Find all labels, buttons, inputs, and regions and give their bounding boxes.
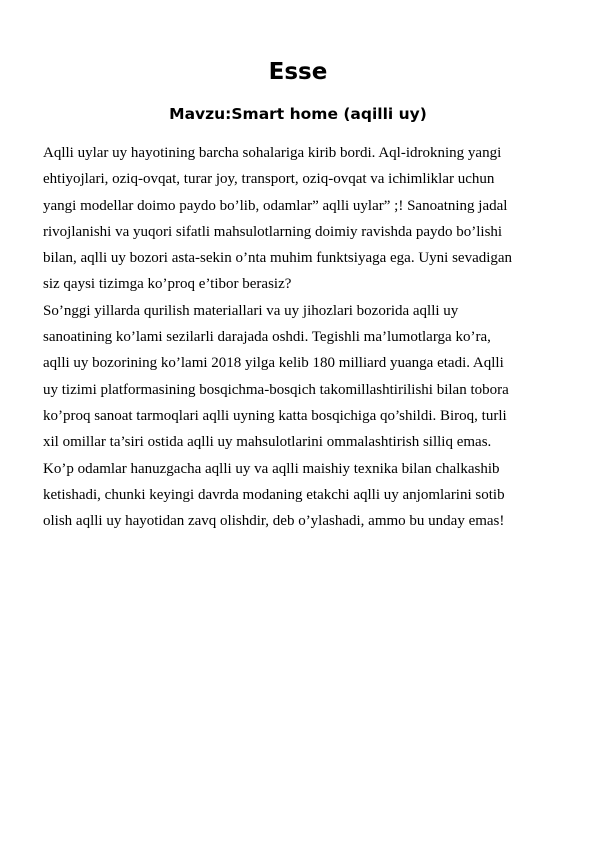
body-line: bilan, aqlli uy bozori asta-sekin o’nta muhim funktsiyaga ega. Uyni sevadigan: [43, 250, 513, 267]
essay-body: [43, 140, 563, 534]
body-line: So’nggi yillarda qurilish materiallari va uy jihozlari bozorida aqlli uy: [43, 302, 459, 319]
body-line: aqlli uy bozorining ko’lami 2018 yilga kelib 180 milliard yuanga etadi. Aqlli: [43, 355, 504, 372]
essay-subtitle: Mavzu:Smart home (aqilli uy): [169, 105, 427, 123]
body-line: sanoatining ko’lami sezilarli darajada oshdi. Tegishli ma’lumotlarga ko’ra,: [43, 329, 491, 346]
body-line: ketishadi, chunki keyingi davrda modaning etakchi aqlli uy anjomlarini sotib: [43, 486, 505, 503]
essay-title: Esse: [268, 59, 328, 85]
body-line: ko’proq sanoat tarmoqlari aqlli uyning katta bosqichiga qo’shildi. Biroq, turli: [43, 407, 507, 424]
body-line: olish aqlli uy hayotidan zavq olishdir, deb o’ylashadi, ammo bu unday emas!: [43, 513, 505, 530]
body-line: Ko’p odamlar hanuzgacha aqlli uy va aqlli maishiy texnika bilan chalkashib: [43, 460, 500, 477]
body-line: xil omillar ta’siri ostida aqlli uy mahsulotlarini ommalashtirish silliq emas.: [43, 434, 492, 451]
body-line: Aqlli uylar uy hayotining barcha sohalariga kirib bordi. Aql-idrokning yangi: [43, 145, 502, 161]
body-line: yangi modellar doimo paydo bo’lib, odamlar” aqlli uylar” ;! Sanoatning jadal: [43, 197, 508, 214]
body-line: uy tizimi platformasining bosqichma-bosqich takomillashtirilishi bilan tobora: [43, 381, 509, 398]
body-line: rivojlanishi va yuqori sifatli mahsulotlarning doimiy ravishda paydo bo’lishi: [43, 223, 503, 240]
body-line: ehtiyojlari, oziq-ovqat, turar joy, transport, oziq-ovqat va ichimliklar uchun: [43, 171, 495, 188]
body-line: siz qaysi tizimga ko’proq e’tibor berasiz?: [43, 276, 292, 293]
